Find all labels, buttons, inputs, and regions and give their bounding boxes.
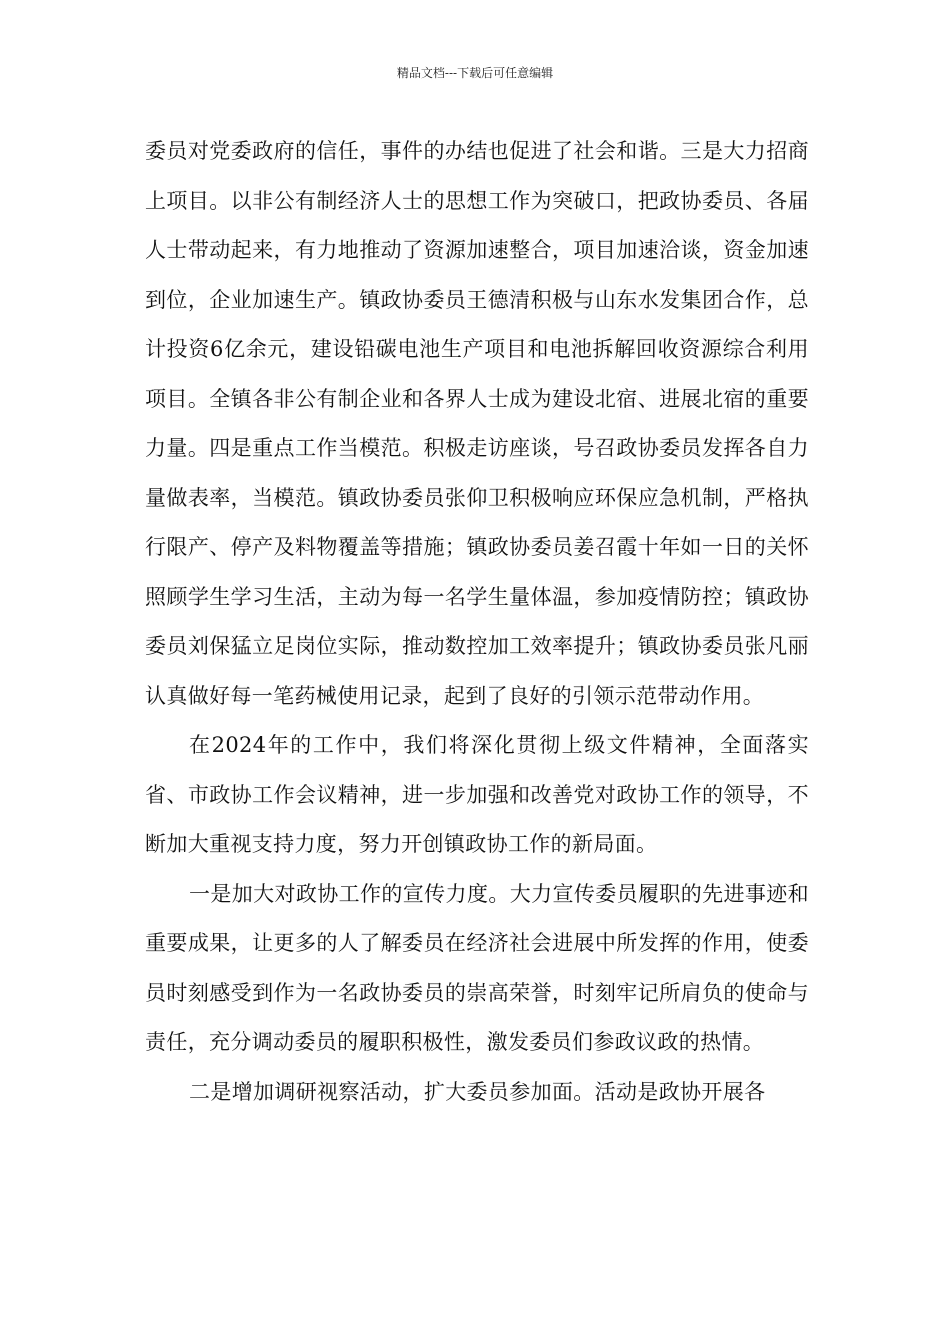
paragraph-4: 二是增加调研视察活动，扩大委员参加面。活动是政协开展各 <box>189 1079 766 1104</box>
paragraph-1: 委员对党委政府的信任，事件的办结也促进了社会和谐。三是大力招商上项目。以非公有制经济人士的思想工作为突破口，把政协委员、各届人士带动起来，有力地推动了资源加速整合，项目加速洽谈，资金加速到位，企业加速生产。镇政协委员王德清积极与山东水发集团合作，总计投资6亿余元，建设铅碳电池生产项目和电池拆解回收资源综合利用项目。全镇各非公有制企业和各界人士成为建设北宿、进展北宿的重要力量。四是重点工作当模范。积极走访座谈，号召政协委员发挥各自力量做表率，当模范。镇政协委员张仰卫积极响应环保应急机制，严格执行限产、停产及料物覆盖等措施；镇政协委员姜召霞十年如一日的关怀照顾学生学习生活，主动为每一名学生量体温，参加疫情防控；镇政协委员刘保猛立足岗位实际，推动数控加工效率提升；镇政协委员张凡丽认真做好每一笔药械使用记录，起到了良好的引领示范带动作用。 <box>145 139 809 708</box>
paragraph-3: 一是加大对政协工作的宣传力度。大力宣传委员履职的先进事迹和重要成果，让更多的人了解委员在经济社会进展中所发挥的作用，使委员时刻感受到作为一名政协委员的崇高荣誉，时刻牢记所肩负的使命与责任，充分调动委员的履职积极性，激发委员们参政议政的热情。 <box>145 881 809 1054</box>
paragraph-2: 在2024年的工作中，我们将深化贯彻上级文件精神，全面落实省、市政协工作会议精神，进一步加强和改善党对政协工作的领导，不断加大重视支持力度，努力开创镇政协工作的新局面。 <box>145 733 809 856</box>
document-body <box>145 127 809 1117</box>
page-header: 精品文档---下载后可任意编辑 <box>396 66 554 80</box>
